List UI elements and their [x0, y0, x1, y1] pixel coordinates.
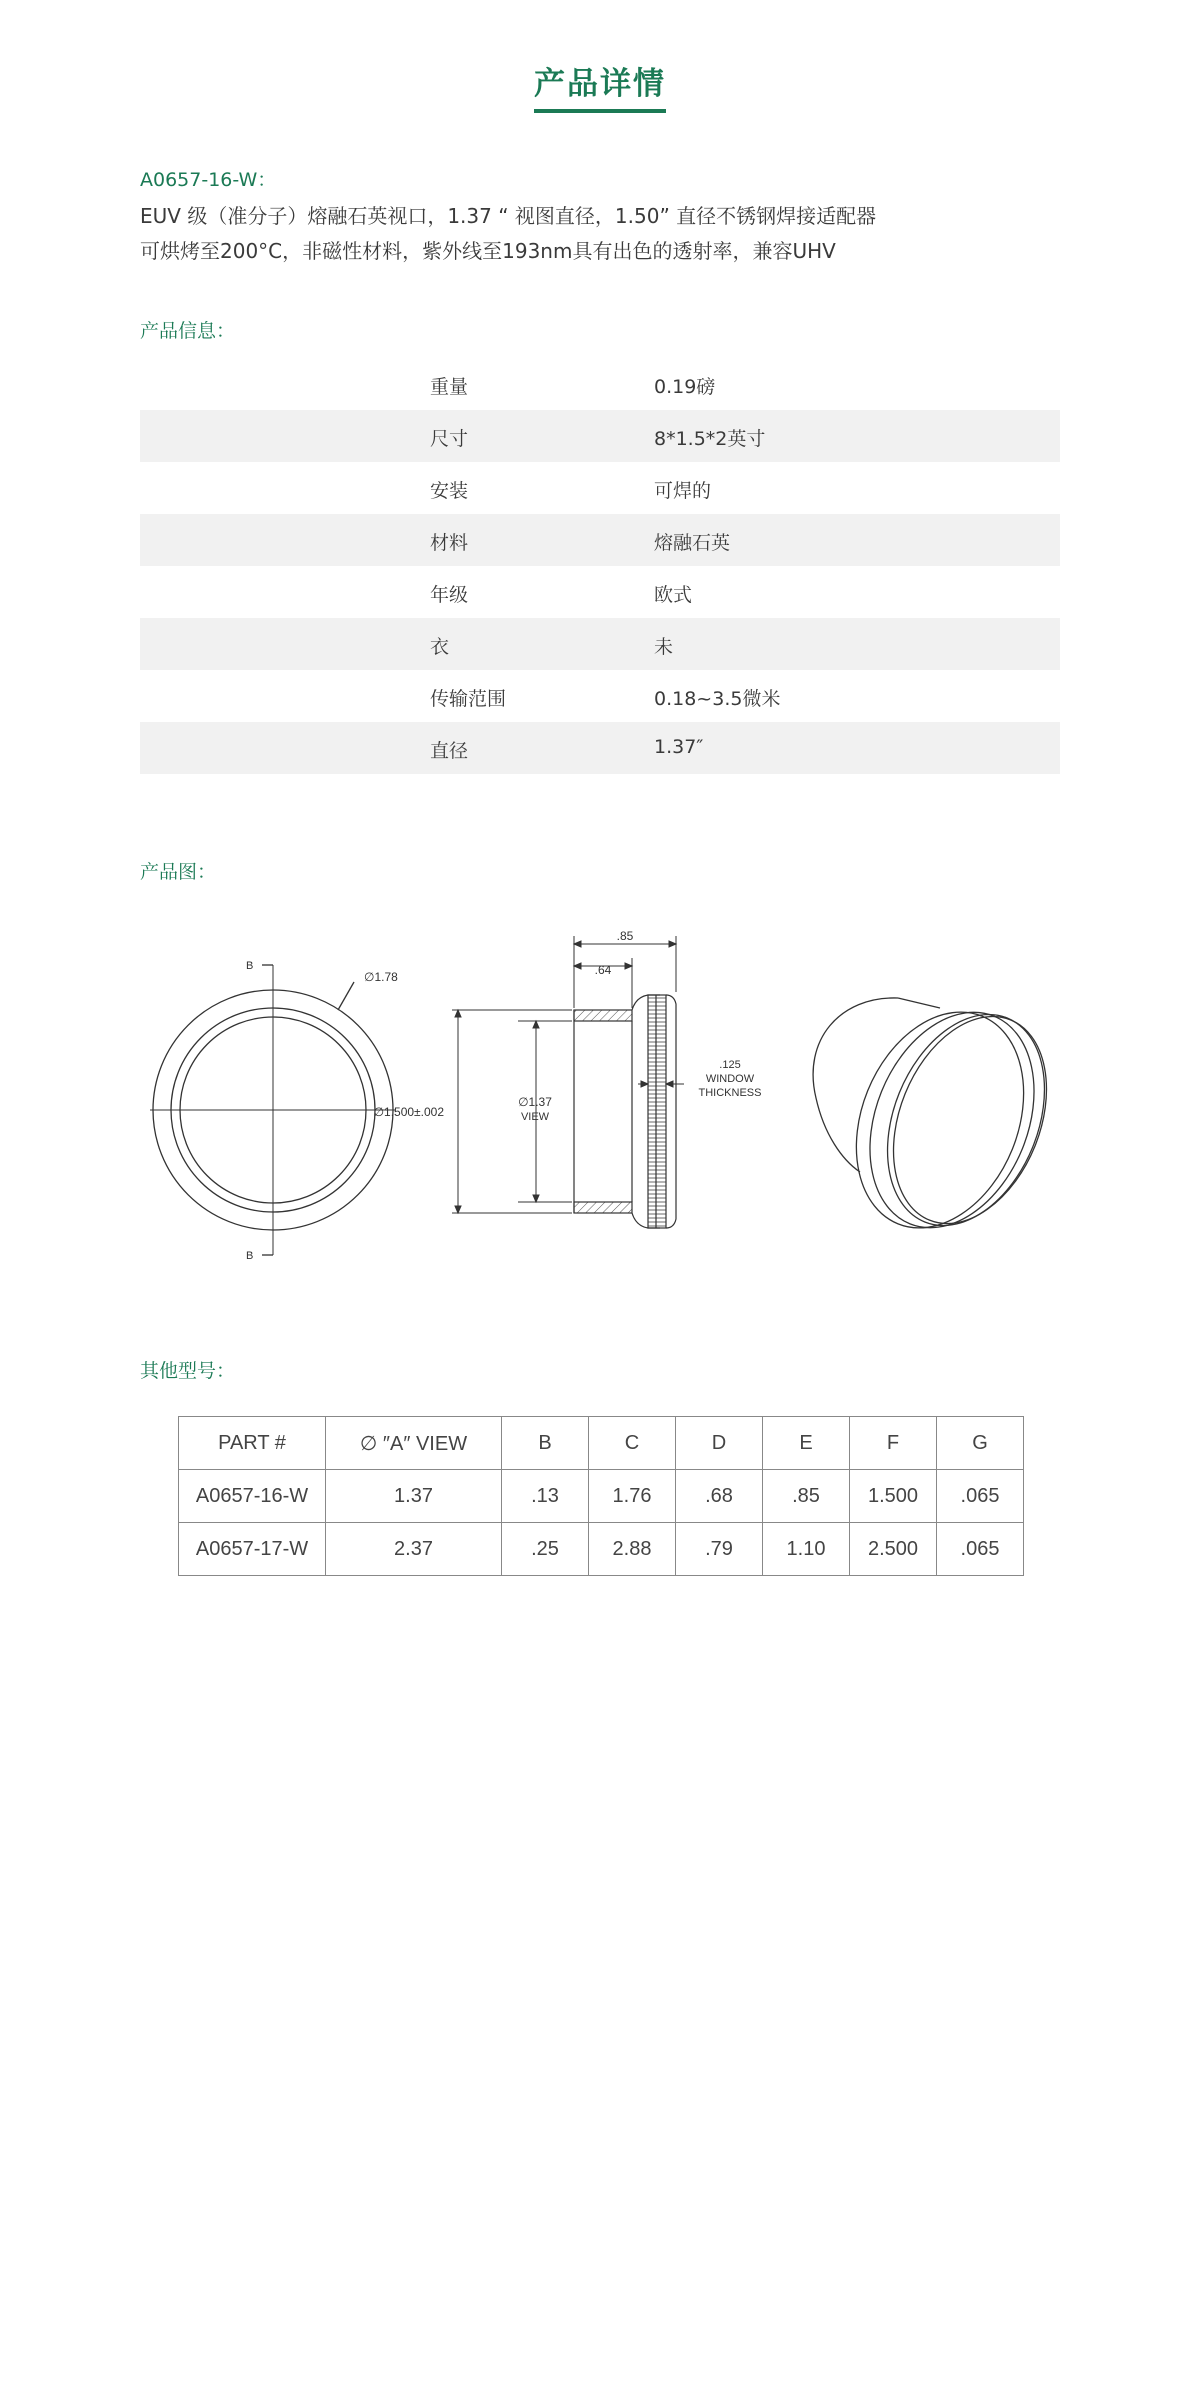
- flange-length-label: .64: [594, 963, 612, 977]
- info-row-material: [140, 514, 1060, 566]
- info-value: 0.18~3.5微米: [654, 688, 781, 710]
- side-view: [574, 995, 676, 1228]
- info-label: 材料: [430, 532, 469, 554]
- cell-c: 1.76: [589, 1470, 676, 1523]
- cell-part: A0657-17-W: [179, 1523, 326, 1576]
- cell-b: .25: [502, 1523, 589, 1576]
- window-thickness-label: .125: [719, 1059, 741, 1071]
- info-row-size: [140, 410, 1060, 462]
- section-mark-bottom: B: [246, 1250, 254, 1262]
- cell-e: 1.10: [763, 1523, 850, 1576]
- cell-g: .065: [937, 1470, 1024, 1523]
- view-word-label: VIEW: [520, 1111, 550, 1123]
- info-value: 0.19磅: [654, 376, 716, 398]
- page-title: 产品详情: [534, 58, 666, 113]
- cell-f: 2.500: [850, 1523, 937, 1576]
- info-value: 1.37″: [654, 736, 704, 758]
- col-c: C: [589, 1417, 676, 1470]
- product-drawing: [140, 920, 1060, 1270]
- window-knurl: [648, 995, 666, 1228]
- info-value: 熔融石英: [654, 532, 731, 554]
- info-row-transmission: [140, 670, 1060, 722]
- front-view: [150, 965, 396, 1255]
- info-row-mounting: [140, 462, 1060, 514]
- other-models-heading: 其他型号：: [140, 1360, 236, 1382]
- info-value: 可焊的: [654, 480, 712, 502]
- col-view: ∅ ″A″ VIEW: [326, 1417, 502, 1470]
- iso-window-face: [858, 991, 1060, 1249]
- cell-g: .065: [937, 1523, 1024, 1576]
- info-value: 8*1.5*2英寸: [654, 428, 766, 450]
- cell-b: .13: [502, 1470, 589, 1523]
- isometric-view: [813, 987, 1060, 1253]
- description-line-2: 可烘烤至200°C，非磁性材料，紫外线至193nm具有出色的透射率，兼容UHV: [140, 239, 836, 263]
- info-label: 衣: [430, 636, 450, 658]
- table-row: [179, 1523, 1024, 1576]
- cell-c: 2.88: [589, 1523, 676, 1576]
- flange-rim: [666, 995, 676, 1228]
- other-models-table: [178, 1416, 1024, 1576]
- info-row-grade: [140, 566, 1060, 618]
- cell-d: .68: [676, 1470, 763, 1523]
- cell-e: .85: [763, 1470, 850, 1523]
- info-label: 安装: [430, 480, 469, 502]
- info-value: 欧式: [654, 584, 693, 606]
- tube-diameter-label: ∅1.500±.002: [373, 1105, 444, 1119]
- table-row: [179, 1470, 1024, 1523]
- iso-tube-body: [813, 998, 898, 1172]
- tube-wall-bottom: [574, 1202, 632, 1213]
- col-e: E: [763, 1417, 850, 1470]
- info-label: 尺寸: [430, 428, 469, 450]
- product-info-heading: 产品信息：: [140, 320, 236, 342]
- tube-wall-top: [574, 1010, 632, 1021]
- col-part: PART #: [179, 1417, 326, 1470]
- product-info-table: [140, 358, 1060, 774]
- info-row-weight: [140, 358, 1060, 410]
- info-label: 年级: [430, 584, 469, 606]
- info-label: 重量: [430, 376, 469, 398]
- description-line-1: EUV 级（准分子）熔融石英视口，1.37 “ 视图直径，1.50” 直径不锈钢焊接适配器: [140, 204, 877, 228]
- cell-view: 2.37: [326, 1523, 502, 1576]
- col-g: G: [937, 1417, 1024, 1470]
- view-diameter-label: ∅1.37: [518, 1095, 552, 1109]
- cell-f: 1.500: [850, 1470, 937, 1523]
- diameter-leader: [338, 982, 354, 1010]
- info-label: 直径: [430, 740, 469, 762]
- info-label: 传输范围: [430, 688, 507, 710]
- col-d: D: [676, 1417, 763, 1470]
- model-code: A0657-16-W：: [140, 169, 277, 191]
- page-title-wrap: [0, 58, 1200, 113]
- iso-tube-top: [898, 998, 940, 1008]
- info-value: 未: [654, 636, 674, 658]
- info-row-diameter: [140, 722, 1060, 774]
- cell-view: 1.37: [326, 1470, 502, 1523]
- window-word-label: WINDOW: [705, 1073, 755, 1085]
- info-row-coating: [140, 618, 1060, 670]
- overall-length-label: .85: [616, 929, 634, 943]
- cell-d: .79: [676, 1523, 763, 1576]
- product-drawing-heading: 产品图：: [140, 861, 217, 883]
- col-b: B: [502, 1417, 589, 1470]
- outer-diameter-label: ∅1.78: [364, 970, 398, 984]
- section-mark-top: B: [246, 960, 254, 972]
- col-f: F: [850, 1417, 937, 1470]
- thickness-word-label: THICKNESS: [698, 1087, 762, 1099]
- cell-part: A0657-16-W: [179, 1470, 326, 1523]
- table-header-row: [179, 1417, 1024, 1470]
- iso-flange-back: [826, 987, 1055, 1253]
